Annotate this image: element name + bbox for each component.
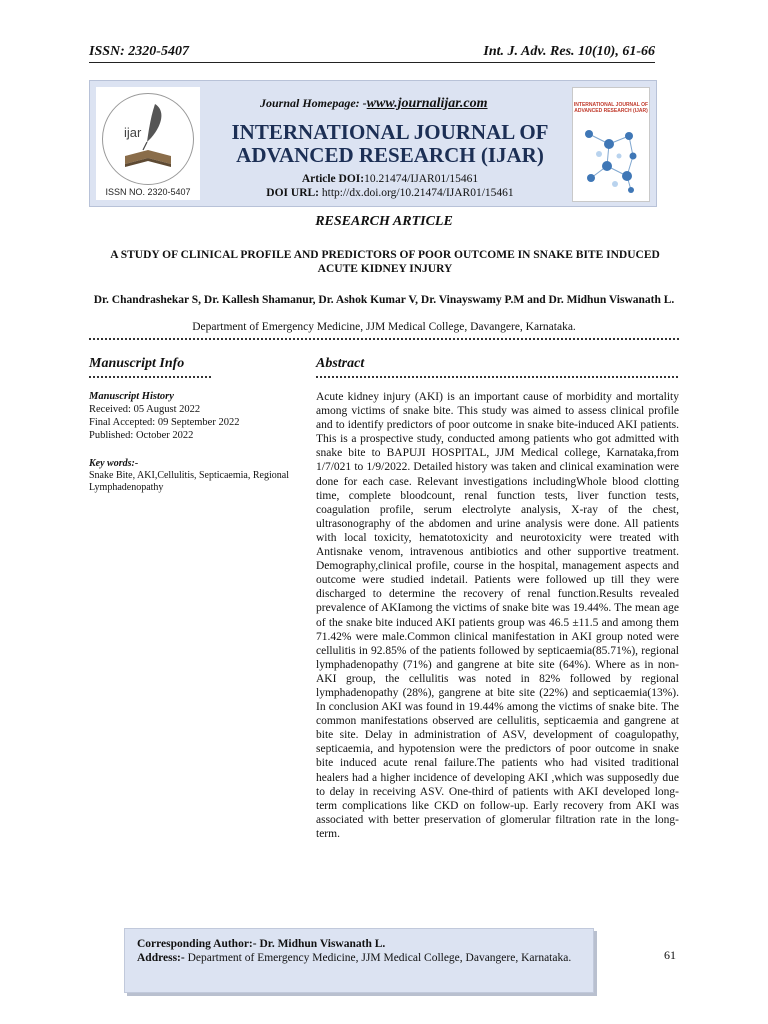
logo-circle (102, 93, 194, 185)
issn-text: ISSN: 2320-5407 (89, 44, 189, 59)
page-number: 61 (664, 948, 676, 962)
article-doi (240, 172, 540, 186)
accepted-date: Final Accepted: 09 September 2022 (89, 417, 240, 428)
journal-logo (96, 87, 200, 200)
doi-block (240, 172, 540, 200)
keywords-block (89, 458, 299, 494)
quill-book-icon (103, 94, 193, 184)
corresponding-address (137, 951, 581, 965)
journal-title-line2: ADVANCED RESEARCH (IJAR) (236, 143, 544, 167)
cover-title: INTERNATIONAL JOURNAL OF ADVANCED RESEARCH (IJAR) (573, 102, 649, 114)
corresponding-author-box (124, 928, 594, 993)
author-list: Dr. Chandrashekar S, Dr. Kallesh Shamanur, Dr. Ashok Kumar V, Dr. Vinayswamy P.M and Dr. Midhun Viswanath L. (93, 294, 675, 306)
affiliation: Department of Emergency Medicine, JJM Medical College, Davangere, Karnataka. (192, 321, 576, 333)
journal-cover-image (572, 87, 650, 202)
corresponding-label: Corresponding Author:- (137, 938, 257, 950)
doi-url (240, 186, 540, 200)
received-date: Received: 05 August 2022 (89, 404, 201, 415)
molecule-icon (579, 120, 643, 196)
citation-text: Int. J. Adv. Res. 10(10), 61-66 (483, 44, 655, 59)
divider-dotted (89, 338, 679, 340)
address-text: Department of Emergency Medicine, JJM Medical College, Davangere, Karnataka. (184, 952, 572, 964)
journal-homepage (260, 96, 488, 112)
history-label: Manuscript History (89, 391, 174, 402)
doi-label: Article DOI: (301, 173, 365, 185)
running-header (89, 44, 655, 63)
journal-banner (89, 80, 657, 207)
doi-value: 10.21474/IJAR01/15461 (364, 173, 479, 185)
manuscript-history (89, 390, 299, 442)
journal-title (210, 121, 570, 167)
abstract-text: Acute kidney injury (AKI) is an important cause of morbidity and mortality among victims of snake bite. This study was aimed to assess clinical profile and to identify predictors of poor outcome in snake bite-induced AKI patients. This is a prospective study, conducted among patients who got admitted with snake bite to BAPUJI HOSPITAL, JJM Medical college, Karnataka,from 1/7/021 to 1/9/2022. Detailed history was taken and clinical examination were done for each case. Relevant investigations includingWhole blood clotting time, complete bloodcount, renal function tests, liver function tests, coagulation profile, serum electrolyte analysis, X-ray of the chest, ultrasonography of the abdomen and urine analysis were done. All patients with local toxicity, hematotoxicity and neurotoxicity were treated with Antisnake venom, intravenous antibiotics and other supportive treatment. Demography,clinical profile, course in the hospital, management aspects and outcome were studied indetail. Patients were followed up till they were discharged to determine the recovery of renal function.Results revealed prevalence of AKIamong the victims of snake bite was 19.44%. The mean age of the snake bite induced AKI patients group was 46.5 ±11.5 and among them 71.42% were male.Common clinical manifestation in AKI group noted were cellulitis in 92.85% of the patients followed by septicaemia(85.71%), regional lymphadenopathy (71%) and gangrene at bite site (64%). Where as in non-AKI group, the cellulitis was noted in 82% followed by regional lymphadenopathy (28%), gangrene at bite site (22%) and septicaemia(13%). In conclusion AKI was found in 19.44% among the victims of snake bite. The common manifestations observed are cellulitis, septicaemia and gangrene at bite site. Delay in administration of ASV, development of coagulopathy, septicaemia, and hypotension were the predictors of poor outcome in snake bite induced acute renal failure.The patients who had visited traditional healers had a higher incidence of developing AKI ,which was supposedly due to delay in receiving ASV. One-third of patients with AKI developed long-term complications like CKD on follow-up. Early recovery from AKI was associated with better preservation of glomerular filtration rate in the long-term. (316, 391, 679, 840)
doi-url-label: DOI URL: (266, 187, 320, 199)
paper-title: A STUDY OF CLINICAL PROFILE AND PREDICTORS OF POOR OUTCOME IN SNAKE BITE INDUCED ACUTE KIDNEY INJURY (110, 249, 660, 275)
homepage-label: Journal Homepage: - (260, 96, 367, 110)
manuscript-info-heading: Manuscript Info (89, 356, 185, 371)
logo-text: ijar (124, 125, 142, 140)
logo-issn: ISSN NO. 2320-5407 (105, 187, 191, 197)
keywords-text: Snake Bite, AKI,Cellulitis, Septicaemia, Regional Lymphadenopathy (89, 470, 289, 493)
published-date: Published: October 2022 (89, 430, 194, 441)
article-type: RESEARCH ARTICLE (315, 214, 453, 229)
keywords-label: Key words:- (89, 458, 139, 469)
divider-dotted-short (89, 376, 211, 378)
divider-dotted-long (316, 376, 678, 378)
corresponding-name: Dr. Midhun Viswanath L. (256, 938, 386, 950)
abstract-heading: Abstract (316, 356, 365, 371)
doi-url-link[interactable]: http://dx.doi.org/10.21474/IJAR01/15461 (321, 187, 514, 199)
corresponding-author (137, 937, 581, 951)
journal-title-line1: INTERNATIONAL JOURNAL OF (231, 120, 549, 144)
homepage-link[interactable]: www.journalijar.com (366, 96, 488, 111)
address-label: Address:- (137, 952, 185, 964)
